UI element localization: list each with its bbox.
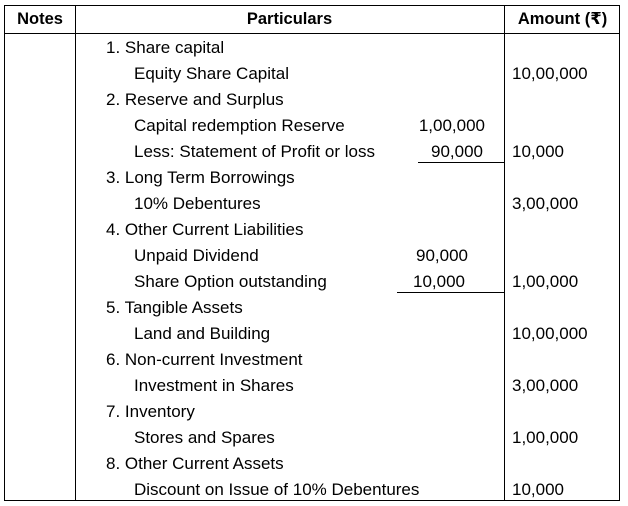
note-heading: 3. Long Term Borrowings xyxy=(106,168,295,187)
note-heading: 6. Non-current Investment xyxy=(106,350,303,369)
note-item: Unpaid Dividend xyxy=(134,246,259,265)
header-particulars: Particulars xyxy=(246,10,333,28)
amount-value: 10,00,000 xyxy=(512,324,588,343)
inner-value: 90,000 xyxy=(431,142,483,161)
amount-value: 1,00,000 xyxy=(512,272,579,291)
note-item: Stores and Spares xyxy=(134,428,275,447)
note-item: 10% Debentures xyxy=(134,194,261,213)
note-heading: 2. Reserve and Surplus xyxy=(106,90,284,109)
inner-value: 90,000 xyxy=(416,246,468,265)
inner-value: 10,000 xyxy=(413,272,465,291)
note-heading: 4. Other Current Liabilities xyxy=(106,220,304,239)
notes-table xyxy=(4,5,620,501)
amount-value: 3,00,000 xyxy=(512,376,579,395)
note-item: Capital redemption Reserve xyxy=(134,116,345,135)
amount-value: 3,00,000 xyxy=(512,194,579,213)
amount-value: 1,00,000 xyxy=(512,428,579,447)
header-amount: Amount (₹) xyxy=(517,10,608,28)
note-heading: 8. Other Current Assets xyxy=(106,454,284,473)
note-heading: 5. Tangible Assets xyxy=(106,298,243,317)
note-item: Discount on Issue of 10% Debentures xyxy=(134,480,420,499)
header-divider xyxy=(5,33,619,34)
amount-value: 10,00,000 xyxy=(512,64,588,83)
note-item: Land and Building xyxy=(134,324,271,343)
note-item: Investment in Shares xyxy=(134,376,294,395)
note-item: Less: Statement of Profit or loss xyxy=(134,142,375,161)
column-divider-notes xyxy=(75,6,76,500)
column-divider-amount xyxy=(504,6,505,500)
amount-value: 10,000 xyxy=(512,142,564,161)
note-item: Equity Share Capital xyxy=(134,64,289,83)
note-heading: 7. Inventory xyxy=(106,402,195,421)
header-notes: Notes xyxy=(17,10,63,28)
note-item: Share Option outstanding xyxy=(134,272,327,291)
inner-value: 1,00,000 xyxy=(418,116,485,135)
amount-value: 10,000 xyxy=(512,480,564,499)
subtotal-underline xyxy=(397,292,504,293)
subtotal-underline xyxy=(418,162,504,163)
note-heading: 1. Share capital xyxy=(106,38,225,57)
